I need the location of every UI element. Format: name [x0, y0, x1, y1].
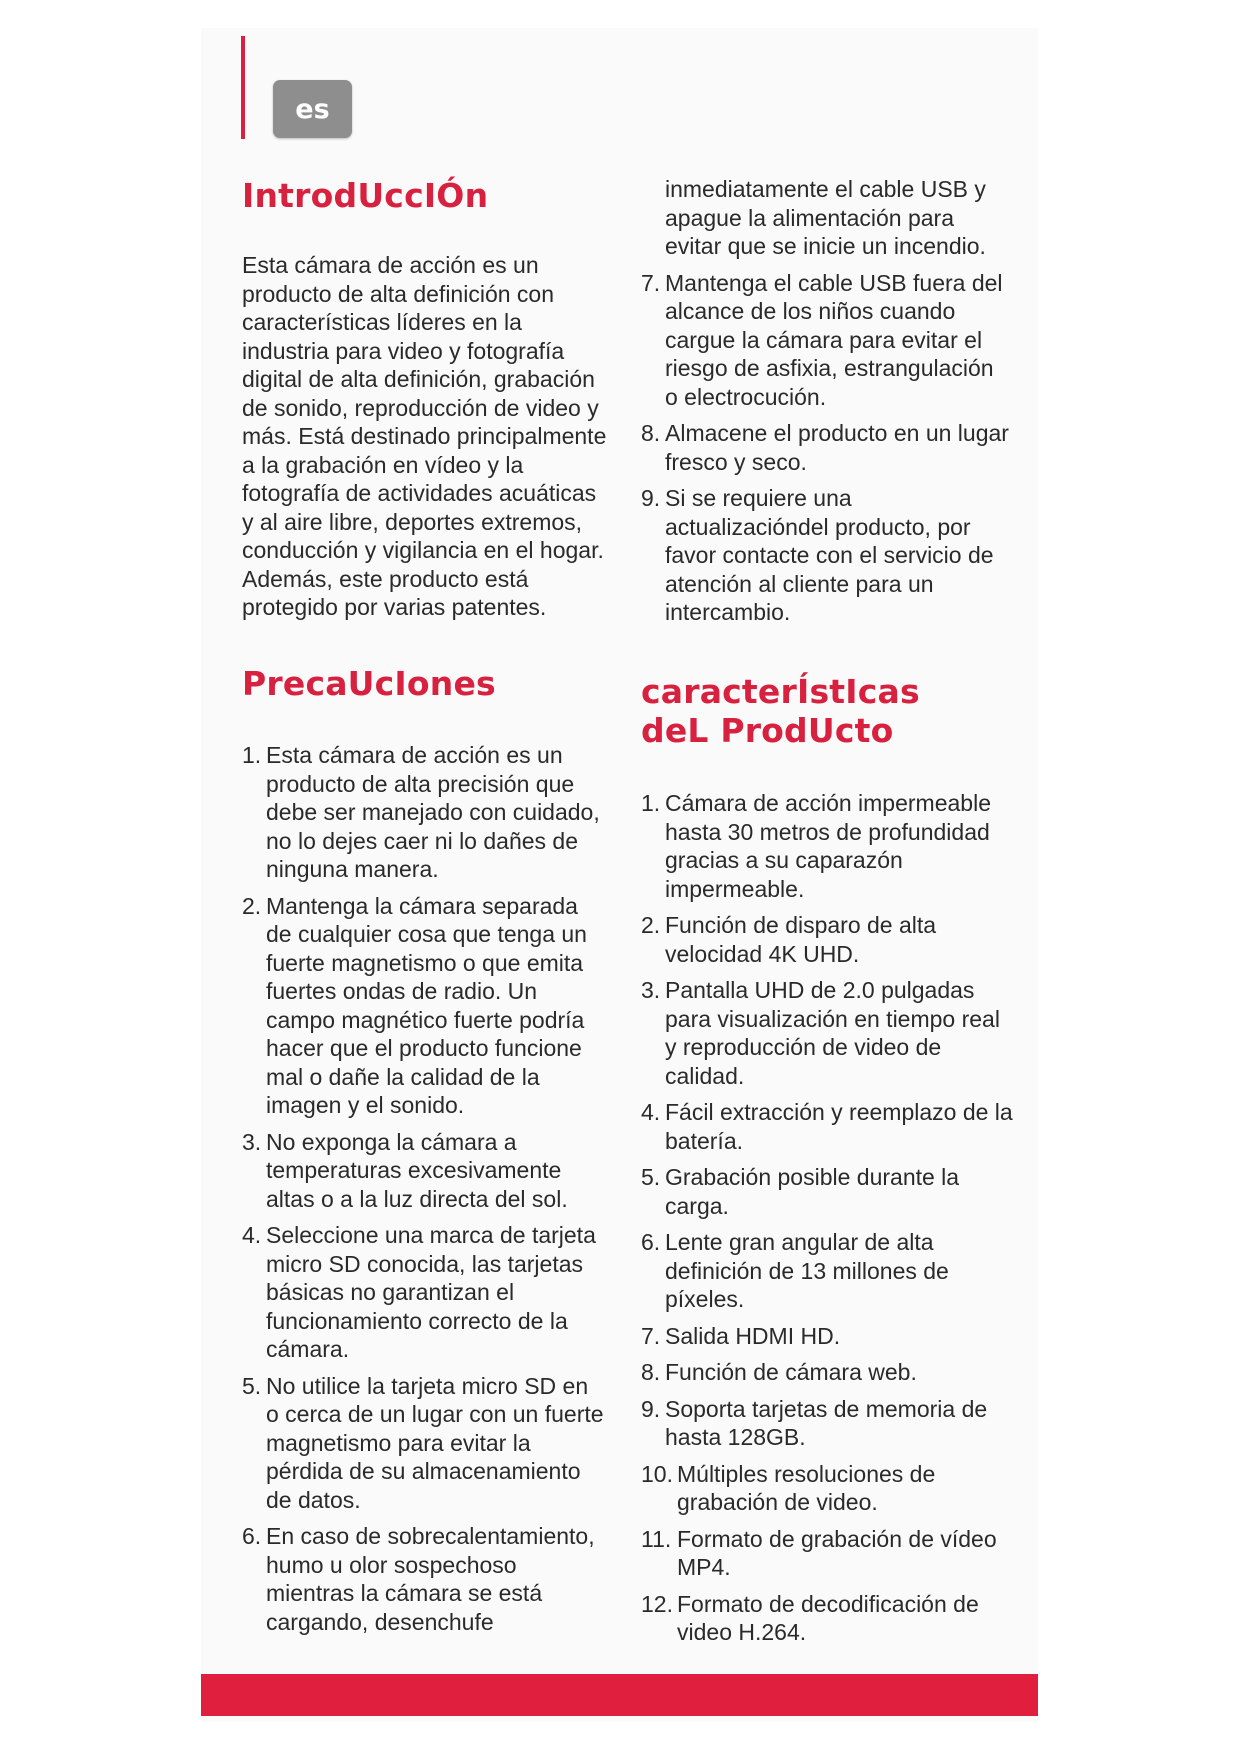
item-text: Salida HDMI HD. — [665, 1322, 841, 1349]
list-item — [242, 1128, 607, 1214]
list-item — [242, 1522, 607, 1636]
precautions-title: PrecaUcIones — [242, 664, 496, 703]
item-number: 2. — [641, 912, 661, 938]
item-number: 4. — [641, 1099, 661, 1125]
item-number: 1. — [641, 790, 661, 816]
item-text: Si se requiere una actualizacióndel producto, por favor contacte con el servicio de atención al cliente para un intercambio. — [665, 485, 994, 625]
list-item — [641, 1395, 1016, 1452]
item-number: 9. — [641, 1395, 661, 1422]
item-text: Formato de decodificación de video H.264. — [677, 1590, 979, 1645]
item-number: 11. — [641, 1525, 672, 1552]
list-item — [242, 892, 607, 1120]
list-item — [641, 1163, 1016, 1220]
item-number: 6. — [242, 1523, 262, 1549]
footer-accent-bar — [201, 1674, 1038, 1716]
item-number: 2. — [242, 892, 262, 919]
item-number: 6. — [641, 1229, 661, 1255]
list-item — [242, 1221, 607, 1364]
features-title — [641, 672, 920, 750]
item-number: 9. — [641, 485, 661, 511]
list-item — [242, 1372, 607, 1515]
list-item — [641, 1590, 1016, 1647]
item-text: Soporta tarjetas de memoria de hasta 128GB. — [665, 1395, 988, 1450]
item-number: 5. — [242, 1372, 262, 1399]
language-badge: es — [273, 80, 352, 138]
item-number: 3. — [242, 1128, 262, 1155]
list-item — [641, 1228, 1016, 1314]
item-number: 8. — [641, 1359, 661, 1385]
item-number: 8. — [641, 420, 661, 446]
item-number: 7. — [641, 269, 661, 296]
item-number: 1. — [242, 742, 262, 768]
list-item — [641, 269, 1011, 412]
item-number: 3. — [641, 977, 661, 1003]
intro-title: IntrodUccIÓn — [242, 176, 489, 215]
item-text: En caso de sobrecalentamiento, humo u olor sospechoso mientras la cámara se está cargando, desenchufe — [266, 1523, 595, 1635]
item-text: Seleccione una marca de tarjeta micro SD conocida, las tarjetas básicas no garantizan el funcionamiento correcto de la cámara. — [266, 1222, 596, 1362]
item-text: Almacene el producto en un lugar fresco y seco. — [665, 420, 1009, 475]
item-text: Mantenga la cámara separada de cualquier cosa que tenga un fuerte magnetismo o que emita fuertes ondas de radio. Un campo magnético fuerte podría hacer que el producto funcione mal o dañe la calidad de la imagen y el sonido. — [266, 892, 587, 1118]
item-text: Función de disparo de alta velocidad 4K UHD. — [665, 912, 937, 967]
list-item — [641, 1358, 1016, 1387]
item-6-continued-text: inmediatamente el cable USB y apague la alimentación para evitar que se inicie un incendio. — [665, 176, 986, 259]
list-item — [641, 484, 1011, 627]
intro-section — [242, 251, 607, 622]
list-item — [641, 419, 1011, 476]
item-number: 12. — [641, 1590, 673, 1617]
item-text: Lente gran angular de alta definición de 13 millones de píxeles. — [665, 1229, 949, 1312]
precautions-list-left — [242, 741, 607, 1644]
item-text: Pantalla UHD de 2.0 pulgadas para visualización en tiempo real y reproducción de video de calidad. — [665, 977, 1000, 1089]
item-number: 5. — [641, 1164, 661, 1190]
intro-text: Esta cámara de acción es un producto de alta definición con características líderes en la industria para video y fotografía digital de alta definición, grabación de sonido, reproducción de video y más. Está destinado principalmente a la grabación en vídeo y la fotografía de actividades acuáticas y al aire libre, deportes extremos, conducción y vigilancia en el hogar. Además, este producto está protegido por varias patentes. — [242, 252, 607, 620]
list-item — [641, 1322, 1016, 1351]
features-title-line1: caracterÍstIcas — [641, 672, 920, 711]
list-item — [641, 789, 1016, 903]
item-number: 10. — [641, 1460, 673, 1487]
features-title-line2: deL ProdUcto — [641, 711, 894, 750]
accent-vertical-line — [241, 36, 245, 139]
item-text: Formato de grabación de vídeo MP4. — [677, 1525, 997, 1580]
item-text: No utilice la tarjeta micro SD en o cerca de un lugar con un fuerte magnetismo para evitar la pérdida de su almacenamiento de datos. — [266, 1372, 604, 1513]
item-text: Grabación posible durante la carga. — [665, 1164, 960, 1219]
list-item — [641, 911, 1016, 968]
item-number: 7. — [641, 1322, 661, 1349]
item-text: Esta cámara de acción es un producto de alta precisión que debe ser manejado con cuidado, no lo dejes caer ni lo dañes de ninguna manera. — [266, 742, 600, 882]
list-item — [641, 1460, 1016, 1517]
item-text: Múltiples resoluciones de grabación de video. — [677, 1460, 936, 1515]
features-list — [641, 789, 1016, 1655]
item-text: Cámara de acción impermeable hasta 30 metros de profundidad gracias a su caparazón impermeable. — [665, 790, 991, 902]
item-text: Función de cámara web. — [665, 1359, 917, 1385]
item-text: Fácil extracción y reemplazo de la batería. — [665, 1099, 1013, 1154]
precautions-list-right — [641, 175, 1011, 635]
list-item — [641, 1525, 1016, 1582]
item-text: Mantenga el cable USB fuera del alcance de los niños cuando cargue la cámara para evitar el riesgo de asfixia, estrangulación o electrocución. — [665, 269, 1003, 410]
list-item — [641, 976, 1016, 1090]
item-number: 4. — [242, 1222, 262, 1248]
list-item — [641, 1098, 1016, 1155]
item-text: No exponga la cámara a temperaturas excesivamente altas o a la luz directa del sol. — [266, 1128, 568, 1212]
list-item — [242, 741, 607, 884]
